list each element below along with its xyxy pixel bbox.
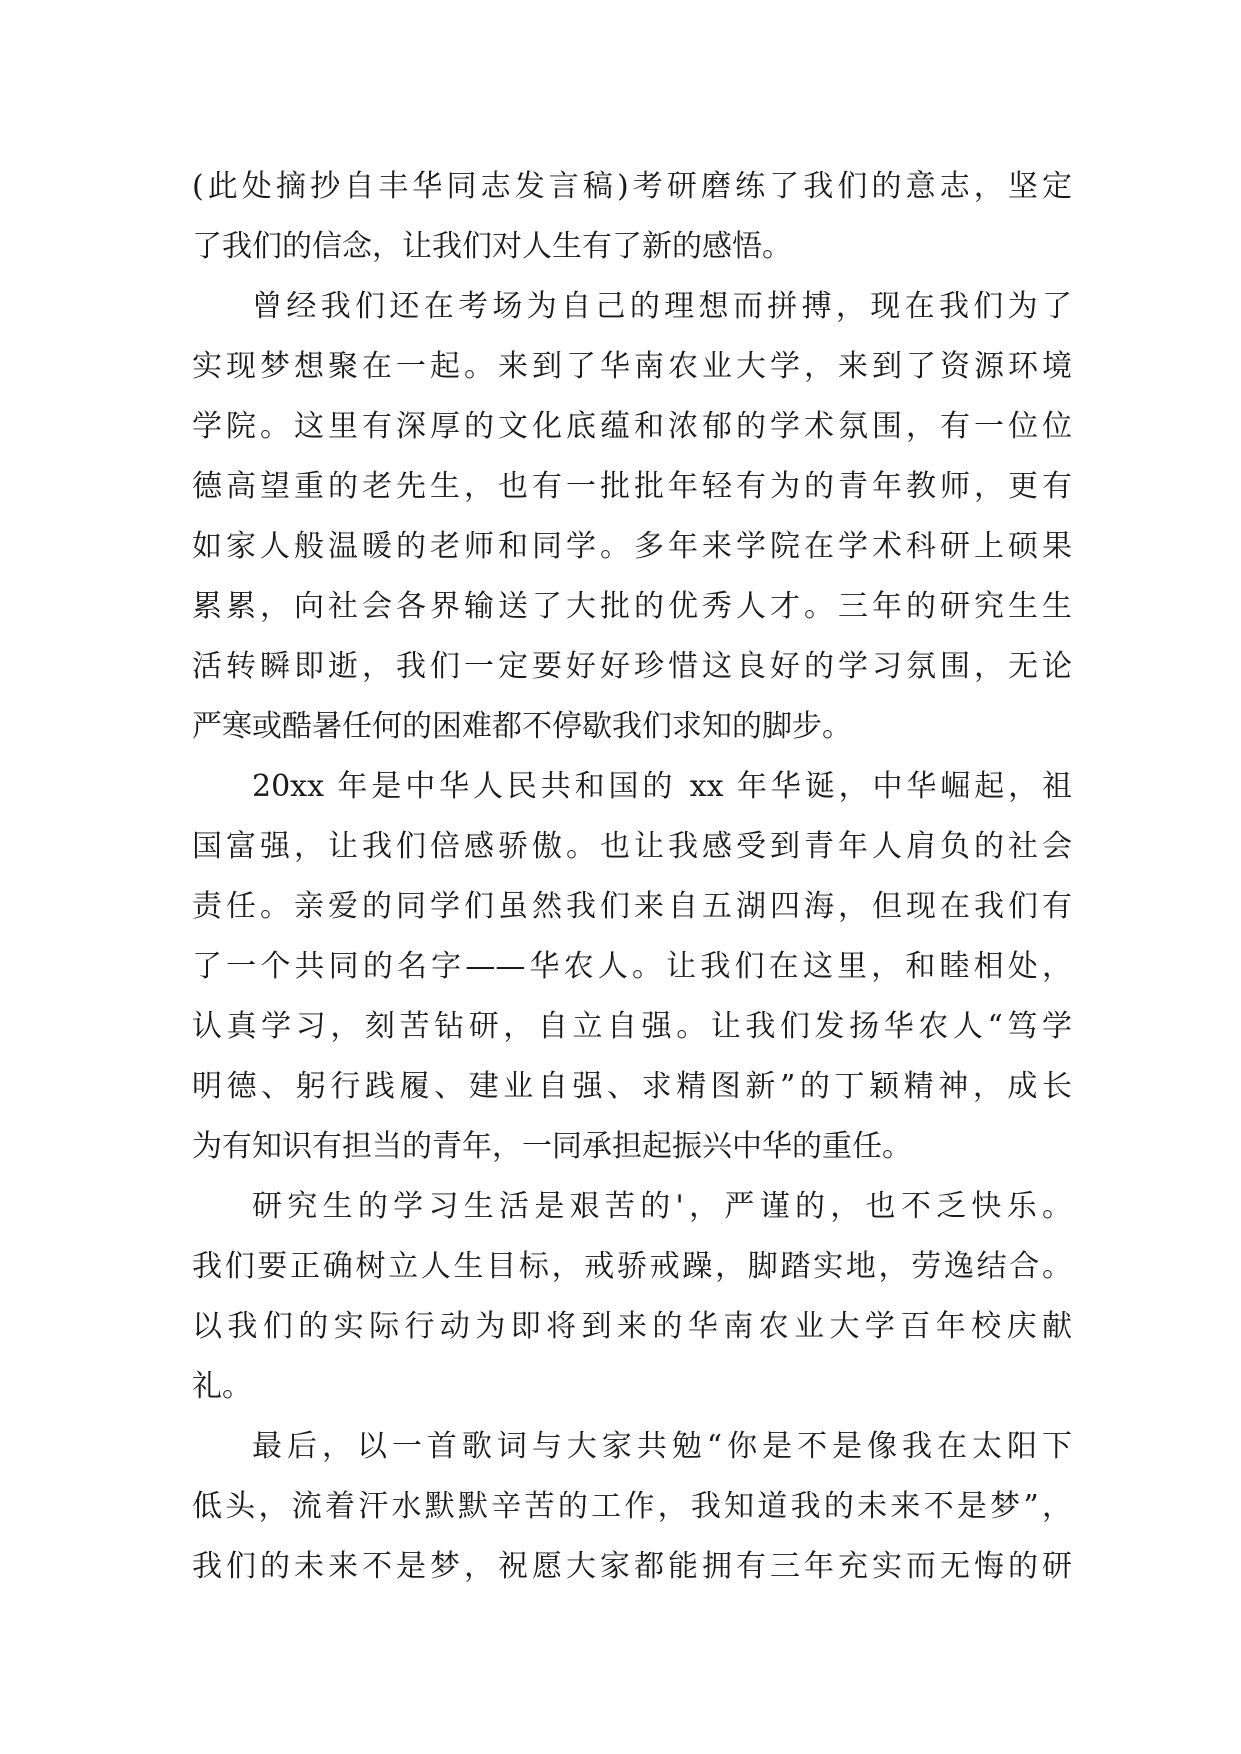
paragraph-2-line-1: 曾经我们还在考场为自己的理想而拼搏，现在我们为了 (252, 289, 1072, 324)
paragraph-3-line-3: 责任。亲爱的同学们虽然我们来自五湖四海，但现在我们有 (192, 889, 1072, 924)
paragraph-4-line-2: 我们要正确树立人生目标，戒骄戒躁，脚踏实地，劳逸结合。 (192, 1249, 1072, 1284)
paragraph-2-line-6: 累累，向社会各界输送了大批的优秀人才。三年的研究生生 (192, 589, 1072, 624)
paragraph-4-line-3: 以我们的实际行动为即将到来的华南农业大学百年校庆献 (192, 1309, 1072, 1344)
paragraph-5-line-3: 我们的未来不是梦，祝愿大家都能拥有三年充实而无悔的研 (192, 1549, 1072, 1584)
paragraph-2-line-8: 严寒或酷暑任何的困难都不停歇我们求知的脚步。 (192, 709, 852, 744)
paragraph-2-line-5: 如家人般温暖的老师和同学。多年来学院在学术科研上硕果 (192, 529, 1072, 564)
paragraph-3-line-5: 认真学习，刻苦钻研，自立自强。让我们发扬华农人“笃学 (192, 1009, 1072, 1044)
paragraph-3-line-7: 为有知识有担当的青年，一同承担起振兴中华的重任。 (192, 1129, 912, 1164)
document-body (192, 157, 1072, 1597)
paragraph-2-line-7: 活转瞬即逝，我们一定要好好珍惜这良好的学习氛围，无论 (192, 649, 1072, 684)
paragraph-2-line-2: 实现梦想聚在一起。来到了华南农业大学，来到了资源环境 (192, 349, 1072, 384)
paragraph-5-line-1: 最后，以一首歌词与大家共勉“你是不是像我在太阳下 (252, 1429, 1072, 1464)
paragraph-3-line-2: 国富强，让我们倍感骄傲。也让我感受到青年人肩负的社会 (192, 829, 1072, 864)
paragraph-3-line-1: 20xx 年是中华人民共和国的 xx 年华诞，中华崛起，祖 (252, 769, 1072, 804)
paragraph-4-line-4: 礼。 (192, 1369, 252, 1404)
paragraph-2-line-4: 德高望重的老先生，也有一批批年轻有为的青年教师，更有 (192, 469, 1072, 504)
paragraph-2-line-3: 学院。这里有深厚的文化底蕴和浓郁的学术氛围，有一位位 (192, 409, 1072, 444)
paragraph-5-line-2: 低头，流着汗水默默辛苦的工作，我知道我的未来不是梦”， (192, 1489, 1072, 1524)
paragraph-3-line-4: 了一个共同的名字——华农人。让我们在这里，和睦相处， (192, 949, 1072, 984)
paragraph-3-line-6: 明德、躬行践履、建业自强、求精图新”的丁颖精神，成长 (192, 1069, 1072, 1104)
paragraph-1-line-2: 了我们的信念，让我们对人生有了新的感悟。 (192, 229, 792, 264)
paragraph-4-line-1: 研究生的学习生活是艰苦的'，严谨的，也不乏快乐。 (252, 1189, 1072, 1224)
paragraph-1-line-1: (此处摘抄自丰华同志发言稿)考研磨练了我们的意志，坚定 (192, 169, 1072, 204)
